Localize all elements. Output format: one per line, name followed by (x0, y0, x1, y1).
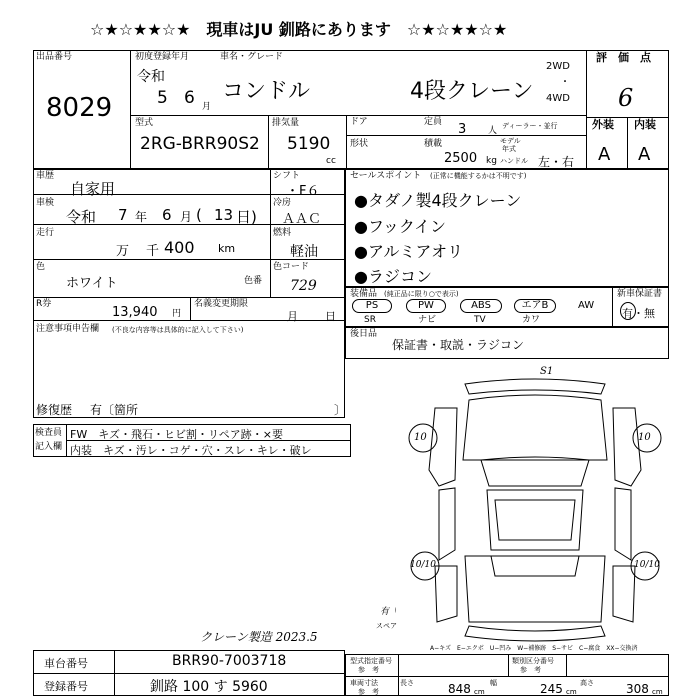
rear-window (491, 556, 579, 576)
tire-fl-value: 10 (414, 432, 427, 443)
load-unit: kg (486, 156, 497, 166)
tire-rr-value: 10/10 (634, 560, 660, 570)
equip-tv: TV (474, 315, 486, 325)
shape-label: 形状 (350, 139, 369, 149)
dims-height-unit: cm (652, 688, 663, 696)
notes-label: 注意事項申告欄 (36, 324, 100, 334)
dims-width-unit: cm (566, 688, 577, 696)
mileage-label: 走行 (36, 228, 55, 238)
model-label: 型式 (135, 118, 154, 128)
inspection-label: 車検 (36, 198, 55, 208)
ext-grade: A (598, 144, 611, 165)
inspection-year: 7 (118, 206, 128, 224)
displacement-unit: cc (326, 156, 336, 166)
aircon-value: ＡＡＣ (282, 212, 322, 227)
drive-4wd: 4WD (546, 93, 570, 104)
capacity-label: 定員 (424, 117, 443, 127)
mileage-man: 万 (116, 244, 130, 259)
rear-bumper (465, 626, 605, 641)
equipment-label: 装備品 (350, 289, 378, 299)
dims-label2: 参 考 (358, 688, 379, 696)
drive-dot: ・ (560, 77, 570, 88)
inspector-label1: 検査員 (35, 428, 63, 438)
front-bumper (465, 379, 605, 394)
lot-number: 8029 (46, 93, 113, 123)
warranty-value: 有・無 (622, 307, 655, 320)
shift-value: ・F６ (286, 184, 320, 199)
dims-length-label: 長さ (400, 679, 414, 687)
ext-label: 外装 (592, 118, 614, 131)
first-reg-label: 初度登録年月 (135, 52, 190, 62)
mileage-sen: 千 (146, 244, 160, 259)
inspection-era: 令和 (66, 208, 97, 226)
type-no-label: 型式指定番号 (350, 657, 392, 665)
sales-points-note: (正常に機能するかは不明です) (430, 172, 527, 180)
chassis-value: BRR90-7003718 (172, 653, 287, 669)
int-grade: A (638, 144, 651, 165)
dims-width: 245 (540, 682, 563, 696)
damage-diagram (395, 360, 675, 650)
first-reg-month-unit: 月 (202, 102, 212, 112)
dims-height-label: 高さ (580, 679, 594, 687)
inspection-year-unit: 年 (135, 210, 148, 224)
top-frame (33, 50, 669, 169)
sales-points-label: セールスポイント (350, 171, 422, 181)
right-door (615, 488, 631, 560)
tire-fr-value: 10 (638, 432, 651, 443)
sales-point-2: ●フックイン (354, 217, 447, 236)
header-banner: ☆★☆★★☆★ 現車はJU 釧路にあります ☆★☆★★☆★ (90, 20, 508, 39)
bottom-right-frame (345, 654, 669, 696)
car-grade: 4段クレーン (410, 79, 534, 104)
registration-label: 登録番号 (44, 680, 88, 693)
dims-width-label: 幅 (490, 679, 497, 687)
drive-2wd: 2WD (546, 61, 570, 72)
type-no-sub: 参 考 (358, 666, 379, 674)
notes-instruction: (不良な内容等は具体的に記入して下さい) (112, 326, 244, 334)
warranty-circle (620, 302, 636, 320)
recycle-label: R券 (36, 299, 52, 309)
equip-ps: PS (352, 299, 392, 313)
first-reg-year: 5 (157, 88, 168, 108)
chassis-label: 車台番号 (44, 657, 88, 670)
class-no-label: 類別区分番号 (512, 657, 554, 665)
equip-aw: AW (578, 300, 595, 311)
damage-legend: A−キズ E−エクボ U−凹み W−補修跡 S−サビ C−腐食 XX−交換済 (430, 645, 638, 652)
windshield (481, 457, 589, 486)
deadline-day: 日 (325, 310, 336, 323)
class-no-sub: 参 考 (520, 666, 541, 674)
model-year-label1: モデル (500, 137, 521, 145)
load-label: 積載 (424, 139, 443, 149)
capacity-unit: 人 (488, 126, 498, 136)
cabin (487, 490, 583, 550)
crane-note: クレーン製造 2023.5 (200, 630, 318, 644)
roof (495, 500, 575, 540)
equip-navi: ナビ (418, 315, 437, 325)
score-label: 評 価 点 (596, 51, 651, 64)
displacement-value: 5190 (287, 134, 331, 154)
model-value: 2RG-BRR90S2 (140, 134, 260, 154)
sales-point-1: ●タダノ製4段クレーン (354, 191, 522, 210)
rear-body (465, 556, 605, 622)
handle-label: ハンドル (500, 157, 528, 165)
first-reg-era: 令和 (137, 69, 165, 85)
inspection-day: 13 (214, 206, 234, 224)
door-label: ドア (350, 117, 368, 127)
deadline-month: 月 (287, 310, 298, 323)
equip-pw: PW (406, 299, 446, 313)
sales-point-3: ●アルミアオリ (354, 242, 464, 261)
recycle-unit: 円 (172, 309, 182, 319)
handle-value: 左・右 (538, 155, 575, 169)
warranty-label: 新車保証書 (617, 289, 663, 299)
fuel-value: 軽油 (290, 244, 318, 260)
inspector-line1: FW キズ・飛石・ヒビ割・リペア跡・×要 (70, 428, 283, 441)
car-name: コンドル (222, 79, 311, 104)
color-no-label: 色番 (244, 276, 263, 286)
inspector-line2: 内装 キズ・汚レ・コゲ・穴・スレ・キレ・破レ (70, 444, 312, 457)
after-items-value: 保証書・取説・ラジコン (392, 338, 525, 352)
load-value: 2500 (444, 151, 478, 166)
inspection-day-close: 日) (236, 208, 257, 226)
int-label: 内装 (634, 118, 656, 131)
capacity-value: 3 (458, 122, 467, 137)
equip-sr: SR (364, 315, 376, 325)
mileage-value: 400 (164, 238, 195, 257)
tire-rl-value: 10/10 (410, 560, 436, 570)
registration-value: 釧路 100 す 5960 (150, 679, 268, 695)
dealer-label: ディーラー・並行 (502, 122, 558, 130)
after-items-label: 後日品 (350, 329, 378, 339)
right-rear-side (613, 566, 635, 622)
inspection-month: 6 (162, 206, 172, 224)
mileage-unit: km (218, 242, 236, 255)
fuel-label: 燃料 (273, 228, 292, 238)
dims-length-unit: cm (474, 688, 485, 696)
equip-leather: カワ (522, 315, 541, 325)
inspector-label2: 記入欄 (35, 442, 63, 452)
dims-label1: 車両寸法 (350, 679, 378, 687)
color-code-label: 色コード (273, 262, 310, 272)
inspection-month-unit: 月 (180, 210, 193, 224)
equip-abs: ABS (460, 299, 502, 313)
left-rear-side (435, 566, 457, 622)
color-label: 色 (36, 262, 46, 272)
equip-airbag: エアB (514, 299, 556, 313)
model-year-label2: 年式 (502, 145, 516, 153)
lot-label: 出品番号 (36, 52, 73, 62)
history-value: 自家用 (70, 180, 116, 198)
repair-value: 有〔 (90, 403, 115, 417)
diagram-s1: S1 (540, 366, 554, 377)
dims-length: 848 (448, 682, 471, 696)
equipment-note: (純正品に限り○で表示) (384, 290, 459, 298)
displacement-label: 排気量 (272, 118, 300, 128)
repair-close: 箇所 (114, 403, 139, 417)
front-body (463, 395, 607, 460)
color-code: 729 (290, 278, 317, 294)
spare-circle-value: 有 (380, 607, 390, 617)
score-value: 6 (618, 84, 634, 112)
repair-bracket: 〕 (334, 403, 347, 417)
left-door (439, 488, 455, 560)
inspection-day-open: ( (196, 206, 202, 224)
car-label: 車名・グレード (220, 52, 284, 62)
recycle-value: 13,940 (112, 305, 158, 320)
deadline-label: 名義変更期限 (194, 299, 249, 309)
repair-label: 修復歴 (36, 403, 73, 417)
dims-height: 308 (626, 682, 649, 696)
first-reg-month: 6 (184, 88, 195, 108)
aircon-label: 冷房 (273, 198, 292, 208)
sales-point-4: ●ラジコン (354, 267, 432, 286)
shift-label: シフト (273, 171, 301, 181)
history-label: 車歴 (36, 171, 55, 181)
color-value: ホワイト (66, 276, 118, 291)
spare-label: スペア (376, 622, 397, 630)
